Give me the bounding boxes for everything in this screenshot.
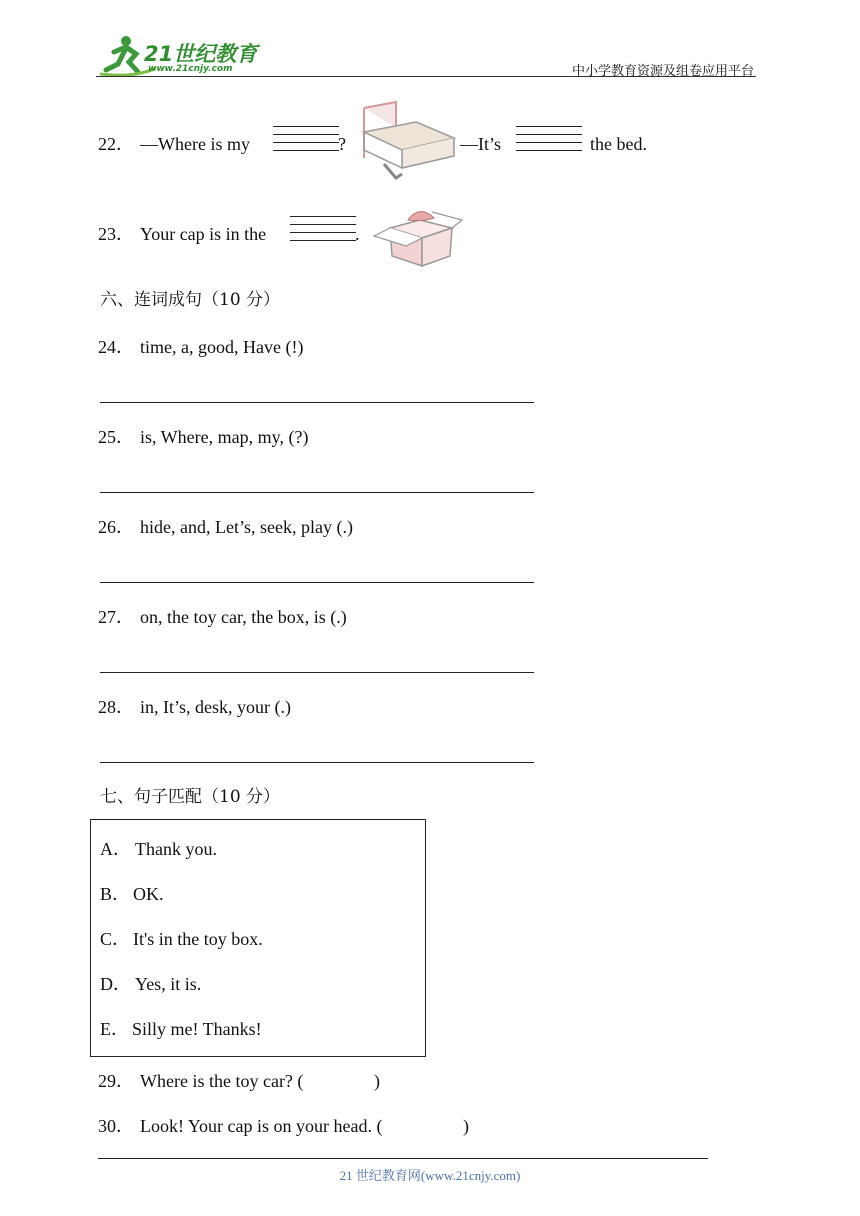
q27-number: 27． (98, 607, 134, 627)
q25-words: is, Where, map, my, (?) (140, 427, 309, 447)
platform-label: 中小学教育资源及组卷应用平台 (571, 64, 754, 79)
box-icon (370, 198, 464, 270)
q27-words: on, the toy car, the box, is (.) (140, 607, 347, 627)
logo-url: www.21cnjy.com (148, 64, 233, 74)
q22-question-mark: ? (338, 134, 346, 154)
q22-question: —Where is my (140, 134, 250, 154)
option-e-text: Silly me! Thanks! (132, 1019, 262, 1039)
q29-number: 29． (98, 1071, 134, 1091)
q23-number: 23． (98, 224, 134, 244)
q23-period: . (355, 224, 360, 244)
q28-answer-line[interactable] (100, 762, 534, 763)
q24-words: time, a, good, Have (!) (140, 337, 304, 357)
section-6-title: 六、连词成句（10 分） (100, 290, 281, 310)
option-c-text: It's in the toy box. (133, 929, 263, 949)
option-d-text: Yes, it is. (135, 974, 202, 994)
option-a-text: Thank you. (135, 839, 217, 859)
q23-question: Your cap is in the (140, 224, 267, 244)
cap-in-box-image (370, 198, 464, 270)
q22-blank-2[interactable] (516, 126, 582, 156)
option-b-text: OK. (133, 884, 164, 904)
section-7-title: 七、句子匹配（10 分） (100, 787, 281, 807)
q25-answer-line[interactable] (100, 492, 534, 493)
q23-blank[interactable] (290, 216, 356, 246)
option-e-letter: E． (100, 1019, 129, 1039)
q24-answer-line[interactable] (100, 402, 534, 403)
q25-number: 25． (98, 427, 134, 447)
q22-answer: —It’s (460, 134, 502, 154)
q26-number: 26． (98, 517, 134, 537)
logo-title: 21世纪教育 (144, 42, 258, 66)
site-logo (96, 32, 266, 80)
q22-bed-text: the bed. (590, 134, 647, 154)
q22-blank-1[interactable] (273, 126, 339, 156)
q22-number: 22． (98, 134, 134, 154)
footer-text[interactable]: 21 世纪教育网(www.21cnjy.com) (339, 1168, 521, 1183)
option-d-letter: D． (100, 974, 131, 994)
option-c-letter: C． (100, 929, 131, 949)
q28-number: 28． (98, 697, 134, 717)
q26-answer-line[interactable] (100, 582, 534, 583)
bed-image (356, 98, 460, 186)
q30-close-paren: ) (463, 1116, 469, 1136)
option-b-letter: B． (100, 884, 131, 904)
footer-divider (98, 1158, 708, 1159)
q26-words: hide, and, Let’s, seek, play (.) (140, 517, 353, 537)
q29-answer-slot[interactable] (326, 1070, 372, 1092)
q29-close-paren: ) (374, 1071, 380, 1091)
q28-words: in, It’s, desk, your (.) (140, 697, 291, 717)
q30-answer-slot[interactable] (414, 1115, 462, 1137)
q30-question: Look! Your cap is on your head. ( (140, 1116, 383, 1136)
q30-number: 30． (98, 1116, 134, 1136)
bed-icon (356, 98, 460, 186)
q27-answer-line[interactable] (100, 672, 534, 673)
q24-number: 24． (98, 337, 134, 357)
options-box (90, 819, 426, 1057)
option-a-letter: A． (100, 839, 131, 859)
q29-question: Where is the toy car? ( (140, 1071, 304, 1091)
header-divider (96, 76, 756, 77)
